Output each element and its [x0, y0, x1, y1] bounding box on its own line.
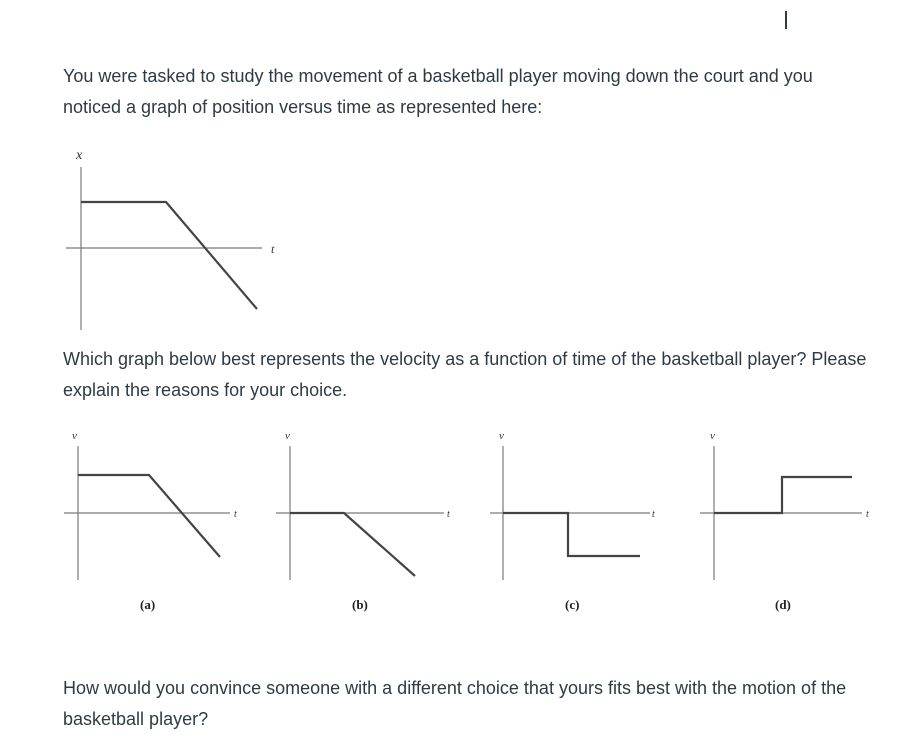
graph-d-x-axis-label: t [866, 509, 869, 520]
graph-d-y-axis-label: v [710, 430, 715, 442]
graph-b-y-axis-label: v [285, 430, 290, 442]
graph-c-x-axis-label: t [652, 509, 655, 520]
question-intro: You were tasked to study the movement of a basketball player moving down the court and you noticed a graph of position versus time as represented here: [63, 66, 813, 117]
position-x-axis-label: t [271, 242, 275, 256]
graph-a-option-label: (a) [140, 597, 156, 612]
graph-b-x-axis-label: t [447, 509, 450, 520]
graph-d-option-label: (d) [775, 597, 791, 612]
question-followup: How would you convince someone with a different choice that yours fits best with the motion of the basketball player? [63, 678, 847, 729]
question-prompt: Which graph below best represents the velocity as a function of time of the basketball player? Please explain the reasons for your choice. [63, 349, 867, 400]
graph-c-option-label: (c) [565, 597, 580, 612]
graph-a-x-axis-label: t [234, 509, 237, 520]
position-time-graph [66, 148, 275, 330]
graph-a-y-axis-label: v [72, 430, 77, 442]
graph-c-y-axis-label: v [499, 430, 504, 442]
position-y-axis-label: x [76, 148, 83, 163]
velocity-graph-c [490, 430, 655, 612]
graph-d-curve [714, 477, 852, 513]
graph-c-curve [503, 513, 640, 556]
velocity-graph-b [276, 430, 450, 612]
position-curve [81, 202, 257, 309]
graph-b-option-label: (b) [352, 597, 368, 612]
graph-a-curve [78, 475, 220, 557]
velocity-graph-d [700, 430, 869, 612]
graph-b-curve [290, 513, 415, 576]
velocity-graph-a [64, 430, 237, 612]
